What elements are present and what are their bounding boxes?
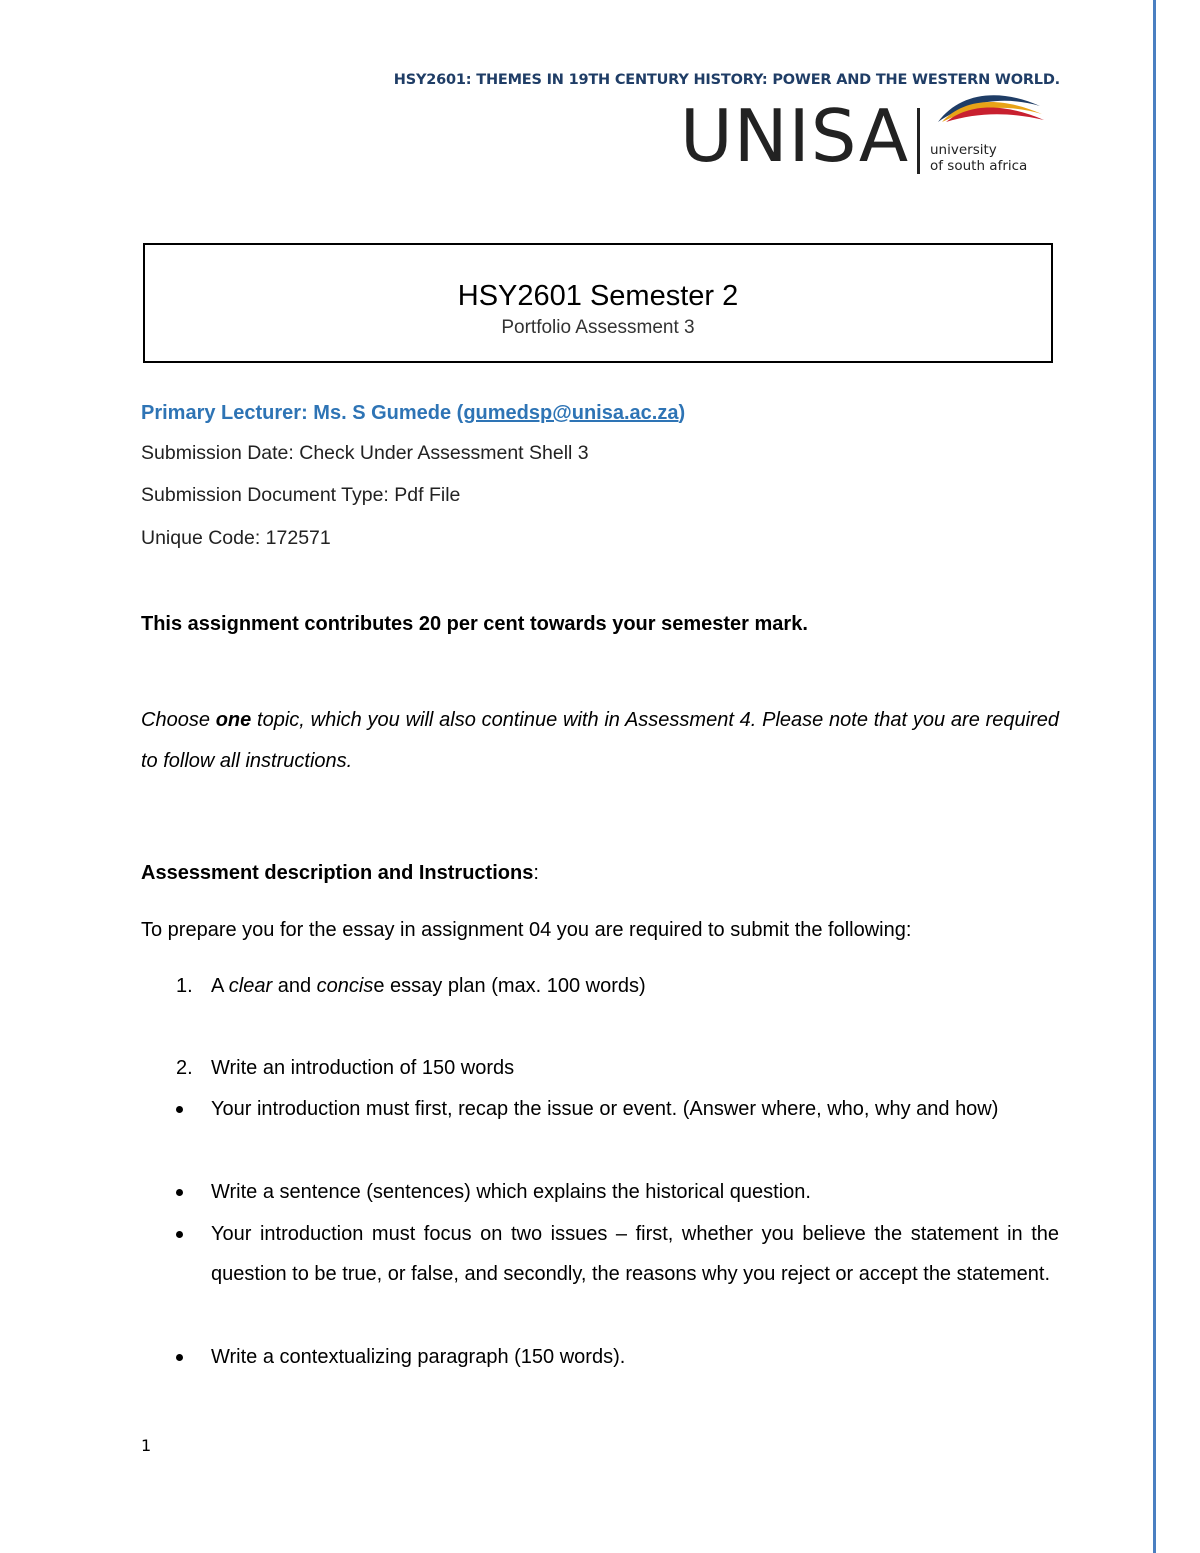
item1-italic-concise: concis — [316, 975, 374, 997]
submission-date: Submission Date: Check Under Assessment Shell 3 — [141, 442, 589, 464]
logo-divider — [917, 108, 920, 174]
logo-wordmark: UNISA — [680, 94, 910, 178]
title-box — [143, 243, 1053, 363]
bullet-item-contextualizing: Write a contextualizing paragraph (150 words). — [211, 1346, 626, 1368]
item1-italic-clear: clear — [228, 975, 273, 997]
bullet-icon — [176, 1106, 183, 1113]
bullet-item-historical-question: Write a sentence (sentences) which explains the historical question. — [211, 1181, 811, 1203]
page-number: 1 — [141, 1436, 152, 1455]
flag-swoosh-icon — [930, 88, 1050, 124]
bullet-icon — [176, 1354, 183, 1361]
unisa-logo — [680, 88, 1050, 180]
document-subtitle: Portfolio Assessment 3 — [501, 317, 695, 338]
submission-document-type: Submission Document Type: Pdf File — [141, 484, 461, 506]
choose-part2: topic, which you will also continue with in Assessment 4. Please note that you are required to follow all instructions. — [141, 709, 1059, 772]
logo-subtitle-line2: of south africa — [930, 158, 1028, 174]
item1-part2: and — [272, 975, 317, 997]
page-margin-rule — [1153, 0, 1156, 1553]
item1-part1: A — [211, 975, 229, 997]
choose-bold-one: one — [215, 709, 252, 731]
running-header: HSY2601: THEMES IN 19TH CENTURY HISTORY: POWER AND THE WESTERN WORLD. — [393, 72, 1060, 88]
document-title: HSY2601 Semester 2 — [457, 280, 739, 312]
list-number-2: 2. — [176, 1057, 193, 1079]
primary-lecturer — [141, 401, 685, 425]
instructions-heading-colon: : — [533, 862, 539, 884]
unique-code: Unique Code: 172571 — [141, 527, 331, 549]
lecturer-suffix: ) — [678, 402, 686, 424]
instructions-intro: To prepare you for the essay in assignment 04 you are required to submit the following: — [141, 919, 912, 941]
instructions-heading — [141, 861, 539, 885]
choose-part1: Choose — [141, 709, 216, 731]
lecturer-prefix: Primary Lecturer: Ms. S Gumede ( — [141, 402, 464, 424]
list-number-1: 1. — [176, 975, 193, 997]
list-item-introduction: Write an introduction of 150 words — [211, 1057, 515, 1079]
item1-part3: e essay plan (max. 100 words) — [373, 975, 646, 997]
lecturer-email-link[interactable]: gumedsp@unisa.ac.za — [463, 402, 679, 424]
list-item-essay-plan — [211, 974, 646, 998]
bullet-item-two-issues: Your introduction must focus on two issues – first, whether you believe the statement in the question to be true, or false, and secondly, the reasons why you reject or accept the statement. — [211, 1223, 1059, 1285]
bullet-icon — [176, 1231, 183, 1238]
instructions-heading-text: Assessment description and Instructions — [141, 862, 534, 884]
choose-topic-paragraph — [141, 700, 1059, 782]
bullet-item-recap: Your introduction must first, recap the issue or event. (Answer where, who, why and how) — [211, 1098, 999, 1120]
bullet-icon — [176, 1189, 183, 1196]
contribution-statement: This assignment contributes 20 per cent towards your semester mark. — [141, 613, 808, 635]
logo-subtitle-line1: university — [930, 142, 997, 158]
